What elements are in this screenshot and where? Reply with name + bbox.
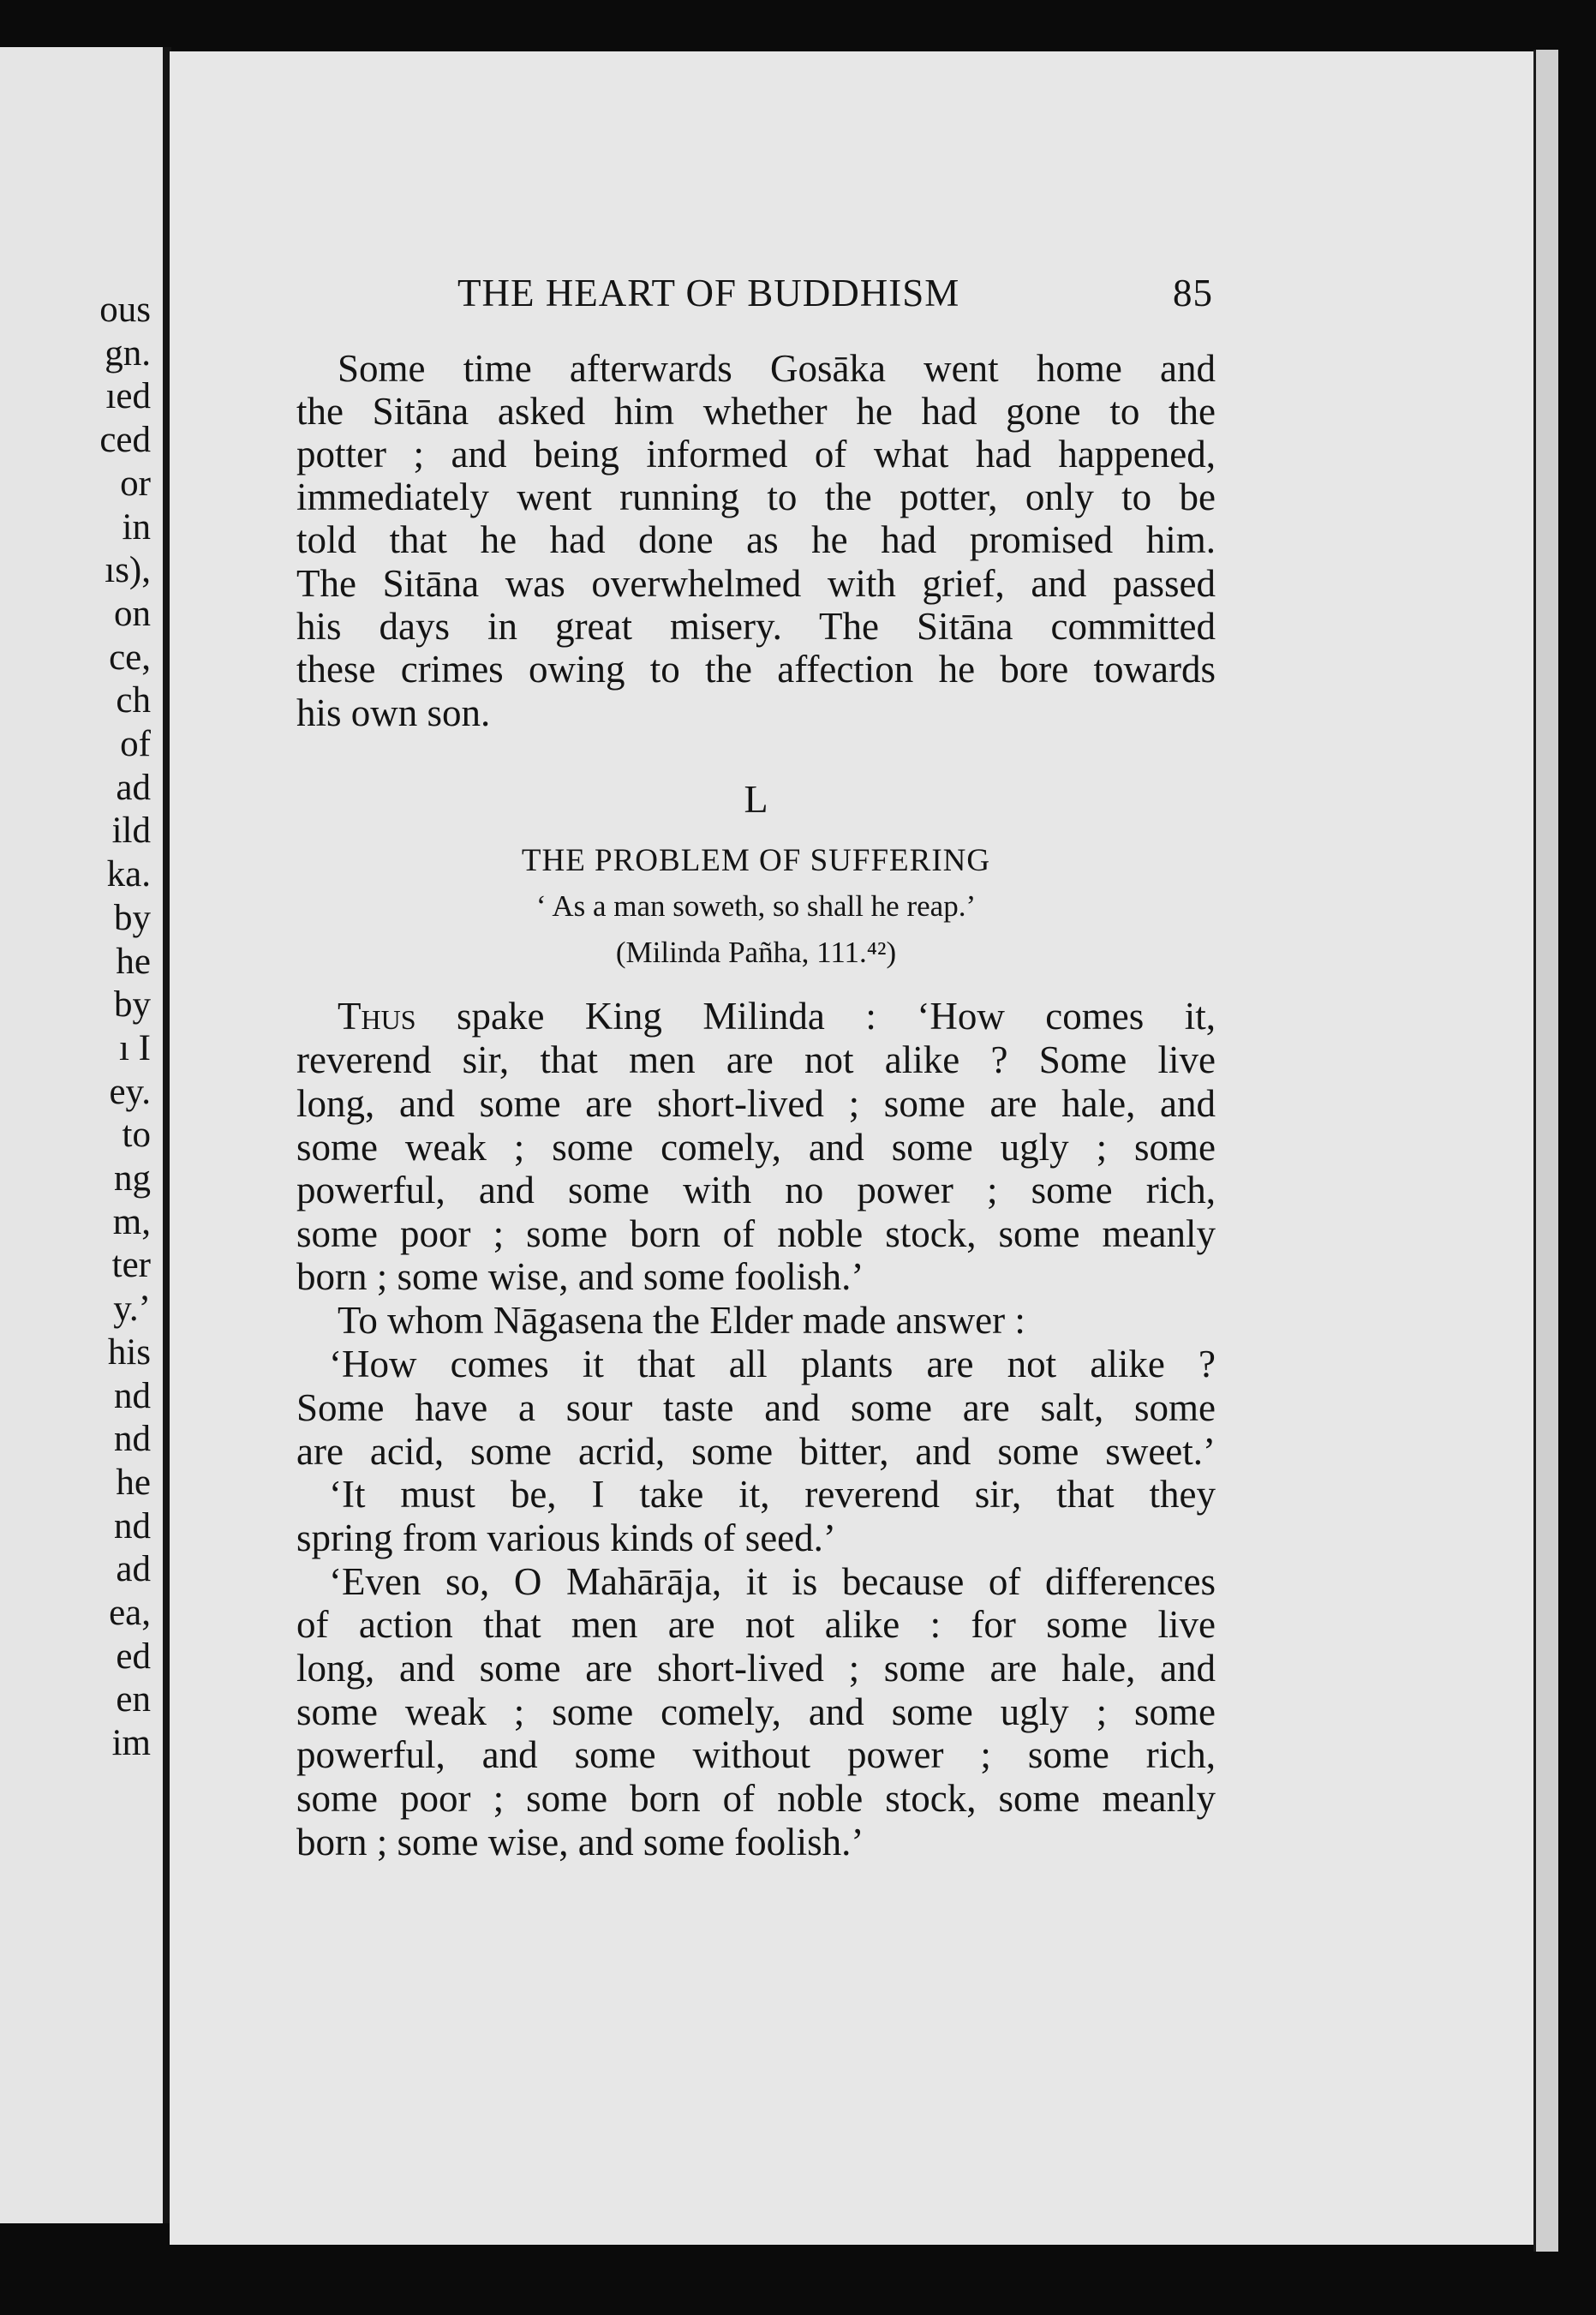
body-line-text: spake King Milinda : ‘How comes it, xyxy=(415,995,1216,1038)
body-line: some poor ; some born of noble stock, some meanly xyxy=(296,1212,1216,1255)
section-epigraph: ‘ As a man soweth, so shall he reap.’ xyxy=(535,889,977,923)
left-page-text-fragment: gn. xyxy=(105,332,151,374)
left-page-text-fragment: by xyxy=(114,984,151,1026)
left-page-text-fragment: ed xyxy=(116,1636,151,1677)
body-line: ‘How comes it that all plants are not alike ? xyxy=(329,1343,1216,1385)
paragraph-line: The Sitāna was overwhelmed with grief, and passed xyxy=(296,562,1216,605)
paragraph-line: the Sitāna asked him whether he had gone to the xyxy=(296,390,1216,433)
left-page-text-fragment: his xyxy=(107,1331,151,1373)
body-line: some weak ; some comely, and some ugly ; some xyxy=(296,1690,1216,1733)
left-page-text-fragment: of xyxy=(120,724,151,764)
body-line: To whom Nāgasena the Elder made answer : xyxy=(338,1299,1025,1342)
left-page-text-fragment: ea, xyxy=(109,1593,151,1633)
left-page-text-fragment: ce, xyxy=(109,637,151,678)
left-page-text-fragment: ka. xyxy=(106,854,151,895)
body-line: Some have a sour taste and some are salt, some xyxy=(296,1386,1216,1429)
left-page-text-fragment: ad xyxy=(116,1549,151,1590)
left-page-text-fragment: nd xyxy=(114,1375,151,1416)
left-page-text-fragment: m, xyxy=(112,1201,151,1242)
paragraph-line: these crimes owing to the affection he bore towards xyxy=(296,648,1216,691)
left-page-text-fragment: ad xyxy=(116,767,151,808)
body-line: of action that men are not alike : for some live xyxy=(296,1603,1216,1646)
left-page-text-fragment: by xyxy=(114,897,151,938)
body-line: long, and some are short-lived ; some are hale, and xyxy=(296,1647,1216,1690)
left-page-text-fragment: nd xyxy=(114,1419,151,1460)
body-first-word: Thus xyxy=(338,995,416,1038)
page-number: 85 xyxy=(1173,272,1213,314)
body-line: born ; some wise, and some foolish.’ xyxy=(296,1255,864,1298)
body-line: ‘It must be, I take it, reverend sir, that they xyxy=(329,1473,1216,1516)
left-page-fragment xyxy=(0,47,171,2223)
paragraph-line: potter ; and being informed of what had happened, xyxy=(296,433,1216,476)
body-line: ‘Even so, O Mahārāja, it is because of differences xyxy=(329,1560,1216,1603)
body-line: powerful, and some without power ; some rich, xyxy=(296,1733,1216,1776)
page-edge xyxy=(1533,50,1558,2252)
left-page-text-fragment: ıed xyxy=(105,376,151,417)
paragraph-line: immediately went running to the potter, only to be xyxy=(296,476,1216,518)
left-page-text-fragment: ey. xyxy=(109,1071,151,1112)
left-page-text-fragment: ild xyxy=(111,811,151,852)
body-line: long, and some are short-lived ; some are hale, and xyxy=(296,1082,1216,1125)
left-page-text-fragment: en xyxy=(116,1679,151,1720)
left-page-text-fragment: or xyxy=(120,463,151,504)
body-line: born ; some wise, and some foolish.’ xyxy=(296,1821,864,1863)
left-page-text-fragment: y.’ xyxy=(113,1289,151,1330)
left-page-text-fragment: ced xyxy=(99,420,151,461)
left-page-text-fragment: im xyxy=(111,1723,151,1764)
paragraph-line: Some time afterwards Gosāka went home and xyxy=(338,347,1216,390)
left-page-text-fragment: he xyxy=(116,941,151,982)
section-title: THE PROBLEM OF SUFFERING xyxy=(521,843,991,878)
left-page-text-fragment: he xyxy=(116,1462,151,1503)
left-page-text-fragment: on xyxy=(114,593,151,634)
paragraph-line: his own son. xyxy=(296,691,491,734)
left-page-text-fragment: ı I xyxy=(118,1027,151,1068)
left-page-text-fragment: ous xyxy=(99,290,151,330)
section-number: L xyxy=(744,777,768,821)
left-page-text-fragment: to xyxy=(122,1115,151,1156)
body-line: spring from various kinds of seed.’ xyxy=(296,1516,836,1559)
left-page-text-fragment: ter xyxy=(111,1245,151,1286)
left-page-text-fragment: ıs), xyxy=(105,550,151,591)
section-citation: (Milinda Pañha, 111.⁴²) xyxy=(615,936,897,969)
body-line xyxy=(338,997,1216,1036)
body-line: some poor ; some born of noble stock, some meanly xyxy=(296,1777,1216,1820)
body-line: reverend sir, that men are not alike ? Some live xyxy=(296,1038,1216,1081)
left-page-text-fragment: nd xyxy=(114,1505,151,1546)
paragraph-line: told that he had done as he had promised him. xyxy=(296,518,1216,561)
body-line: powerful, and some with no power ; some rich, xyxy=(296,1169,1216,1211)
left-page-text-fragment: ng xyxy=(114,1158,151,1199)
running-head-title: THE HEART OF BUDDHISM xyxy=(457,272,960,314)
left-page-text-fragment: in xyxy=(122,506,151,547)
left-page-text-fragment: ch xyxy=(116,680,151,721)
body-line: some weak ; some comely, and some ugly ; some xyxy=(296,1126,1216,1169)
body-line: are acid, some acrid, some bitter, and some sweet.’ xyxy=(296,1430,1216,1473)
paragraph-line: his days in great misery. The Sitāna committed xyxy=(296,605,1216,648)
